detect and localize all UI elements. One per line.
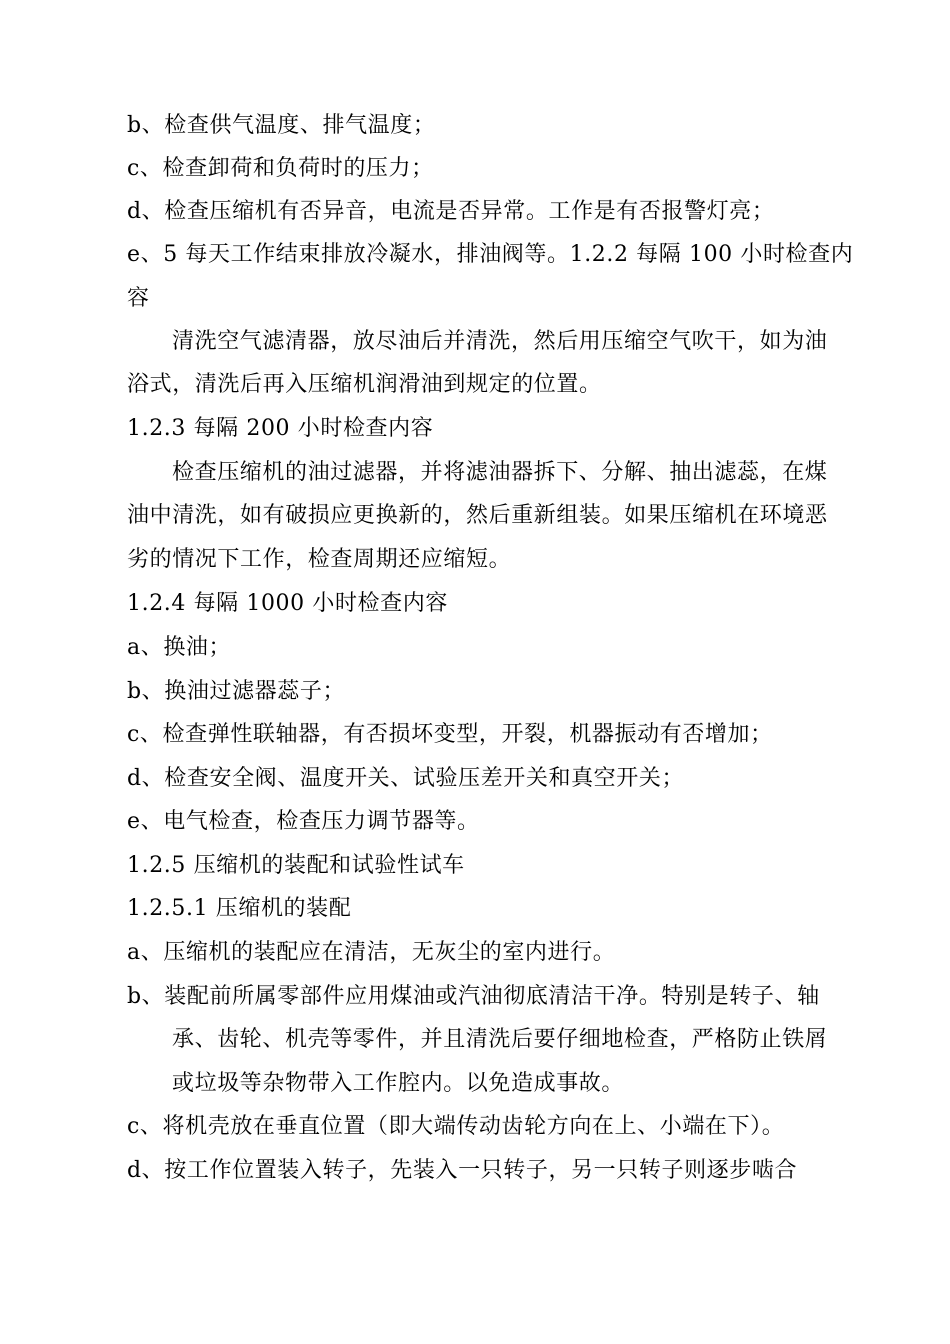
list-item-continuation: 承、齿轮、机壳等零件，并且清洗后要仔细地检查，严格防止铁屑	[172, 1027, 828, 1052]
list-item: a、换油；	[127, 635, 232, 660]
text-line: 容	[127, 286, 150, 311]
text-line: b、检查供气温度、排气温度；	[127, 113, 436, 138]
list-item: d、按工作位置装入转子，先装入一只转子，另一只转子则逐步啮合	[127, 1158, 798, 1183]
section-heading: 1.2.3 每隔 200 小时检查内容	[127, 416, 434, 441]
text-line: 油中清洗，如有破损应更换新的，然后重新组装。如果压缩机在环境恶	[127, 503, 828, 528]
text-line: 浴式，清洗后再入压缩机润滑油到规定的位置。	[127, 372, 602, 397]
list-item-continuation: 或垃圾等杂物带入工作腔内。以免造成事故。	[172, 1071, 625, 1096]
list-item: c、将机壳放在垂直位置（即大端传动齿轮方向在上、小端在下）。	[127, 1114, 785, 1139]
text-line: c、检查卸荷和负荷时的压力；	[127, 156, 434, 181]
text-line: e、5 每天工作结束排放冷凝水，排油阀等。1.2.2 每隔 100 小时检查内	[127, 242, 854, 267]
list-item: a、压缩机的装配应在清洁，无灰尘的室内进行。	[127, 940, 616, 965]
list-item: c、检查弹性联轴器，有否损坏变型，开裂，机器振动有否增加；	[127, 722, 773, 747]
text-line: d、检查压缩机有否异音，电流是否异常。工作是有否报警灯亮；	[127, 199, 775, 224]
list-item: d、检查安全阀、温度开关、试验压差开关和真空开关；	[127, 766, 685, 791]
section-heading: 1.2.5 压缩机的装配和试验性试车	[127, 853, 465, 878]
list-item: b、装配前所属零部件应用煤油或汽油彻底清洁干净。特别是转子、轴	[127, 984, 820, 1009]
section-heading: 1.2.5.1 压缩机的装配	[127, 896, 352, 921]
paragraph-line: 清洗空气滤清器，放尽油后并清洗，然后用压缩空气吹干，如为油	[172, 329, 828, 354]
list-item: e、电气检查，检查压力调节器等。	[127, 809, 480, 834]
paragraph-line: 检查压缩机的油过滤器，并将滤油器拆下、分解、抽出滤蕊，在煤	[172, 460, 828, 485]
section-heading: 1.2.4 每隔 1000 小时检查内容	[127, 591, 448, 616]
list-item: b、换油过滤器蕊子；	[127, 679, 346, 704]
text-line: 劣的情况下工作，检查周期还应缩短。	[127, 547, 512, 572]
